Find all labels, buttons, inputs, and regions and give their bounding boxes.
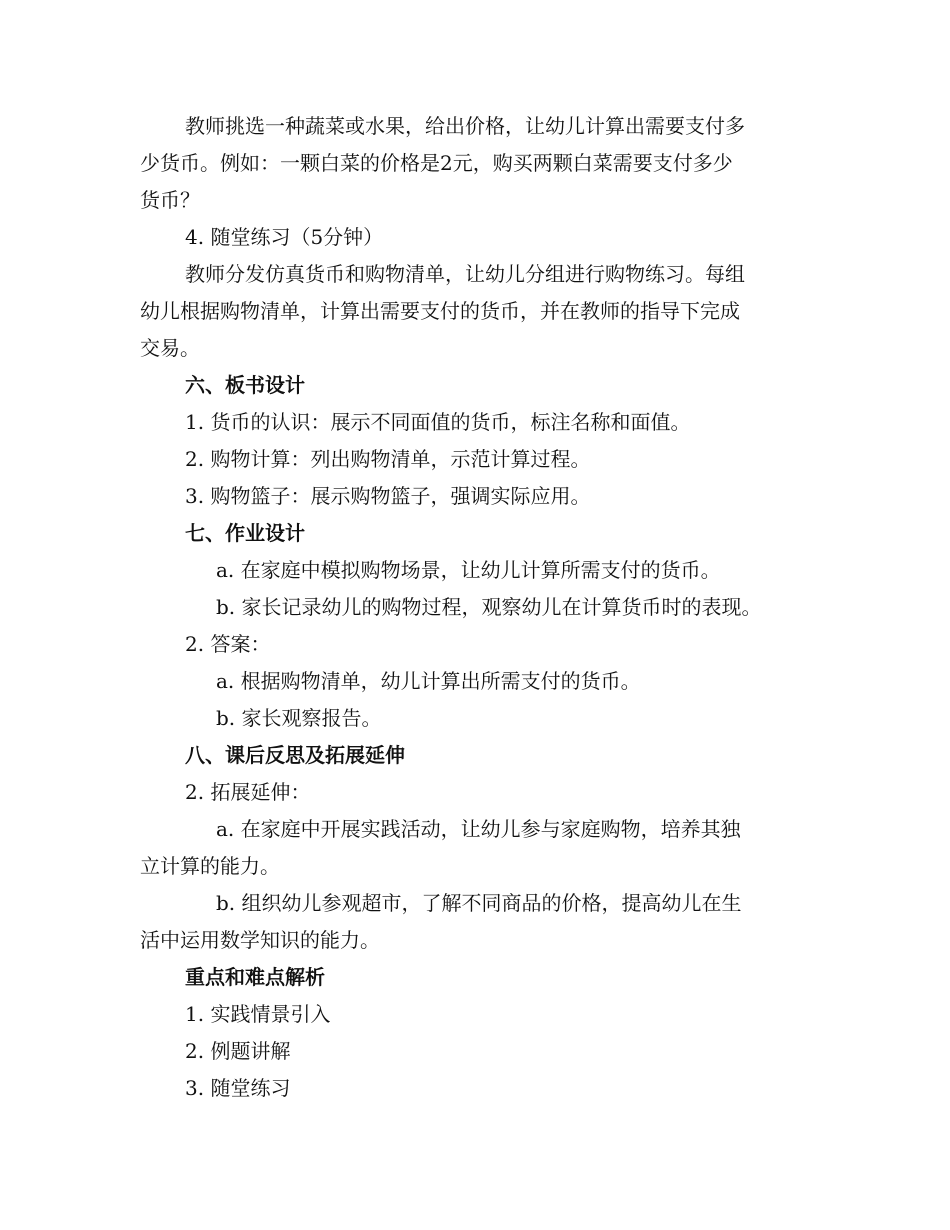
sub-list-item: a. 根据购物清单，幼儿计算出所需支付的货币。 <box>216 669 641 693</box>
section-heading: 八、课后反思及拓展延伸 <box>185 743 405 767</box>
paragraph-line: 教师分发仿真货币和购物清单，让幼儿分组进行购物练习。每组 <box>185 262 745 286</box>
list-item: 3. 购物篮子：展示购物篮子，强调实际应用。 <box>185 484 591 508</box>
paragraph-line: 货币？ <box>140 188 200 212</box>
paragraph-line: 教师挑选一种蔬菜或水果，给出价格，让幼儿计算出需要支付多 <box>185 114 745 138</box>
paragraph-line: 立计算的能力。 <box>140 854 280 878</box>
list-item: 2. 购物计算：列出购物清单，示范计算过程。 <box>185 447 591 471</box>
sub-list-item: b. 组织幼儿参观超市，了解不同商品的价格，提高幼儿在生 <box>216 891 742 915</box>
list-item: 3. 随堂练习 <box>185 1076 291 1100</box>
sub-list-item: b. 家长观察报告。 <box>216 706 382 730</box>
paragraph-line: 交易。 <box>140 336 200 360</box>
paragraph-line: 幼儿根据购物清单，计算出需要支付的货币，并在教师的指导下完成 <box>140 299 740 323</box>
list-item: 1. 实践情景引入 <box>185 1002 331 1026</box>
paragraph-line: 少货币。例如：一颗白菜的价格是2元，购买两颗白菜需要支付多少 <box>140 151 733 175</box>
section-heading: 重点和难点解析 <box>185 965 325 989</box>
section-heading: 六、板书设计 <box>185 373 305 397</box>
list-item: 1. 货币的认识：展示不同面值的货币，标注名称和面值。 <box>185 410 691 434</box>
sub-list-item: a. 在家庭中开展实践活动，让幼儿参与家庭购物，培养其独 <box>216 817 741 841</box>
paragraph-line: 活中运用数学知识的能力。 <box>140 928 380 952</box>
list-item: 2. 拓展延伸： <box>185 780 311 804</box>
list-item: 2. 答案： <box>185 632 271 656</box>
sub-list-item: a. 在家庭中模拟购物场景，让幼儿计算所需支付的货币。 <box>216 558 721 582</box>
list-item: 4. 随堂练习（5分钟） <box>185 225 384 249</box>
list-item: 2. 例题讲解 <box>185 1039 291 1063</box>
sub-list-item: b. 家长记录幼儿的购物过程，观察幼儿在计算货币时的表现。 <box>216 595 762 619</box>
section-heading: 七、作业设计 <box>185 521 305 545</box>
